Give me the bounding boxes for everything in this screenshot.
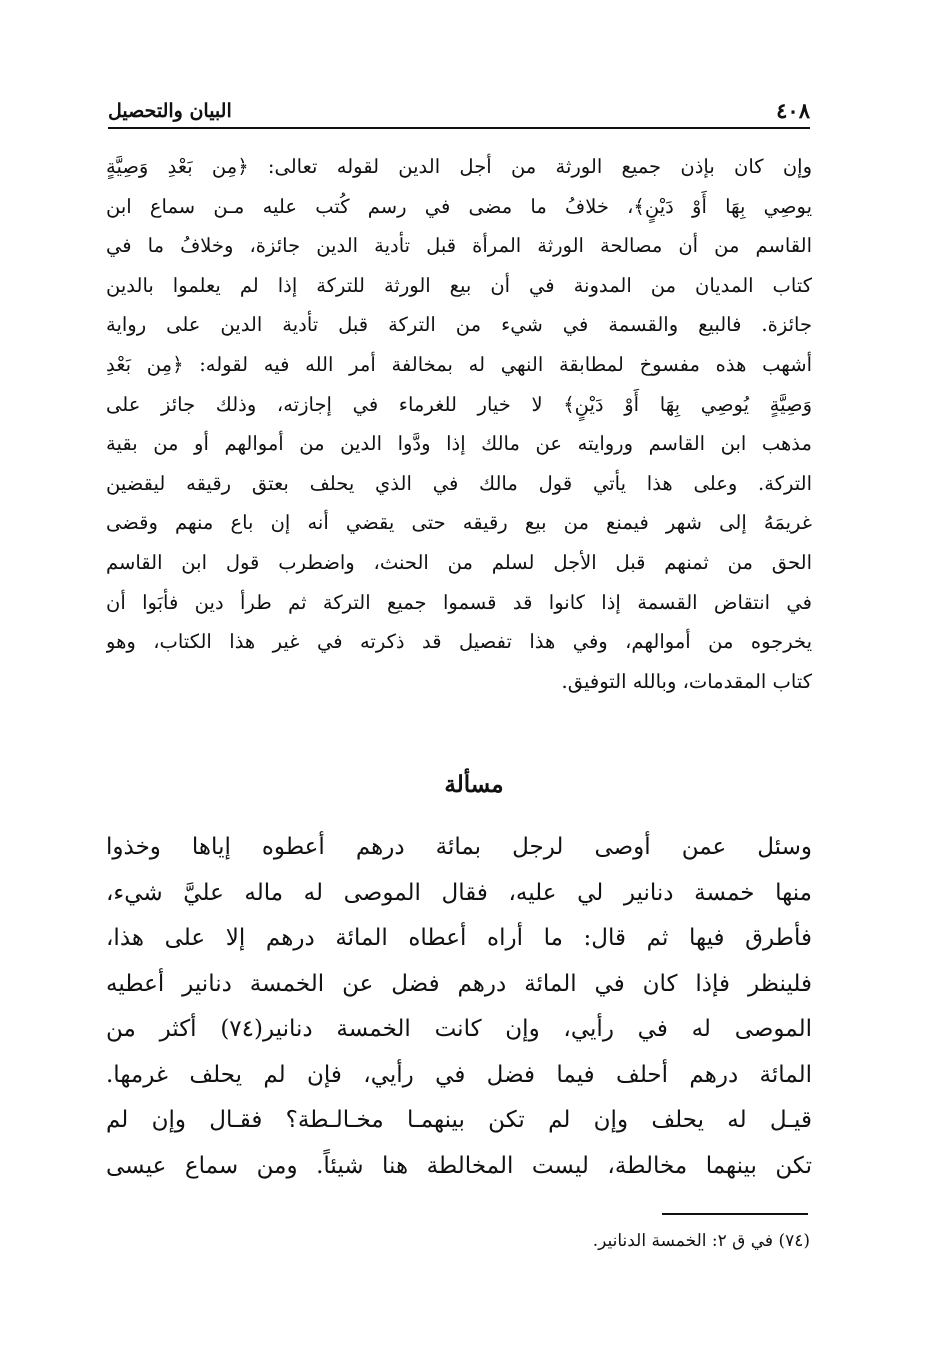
text-line: جائزة. فالبيع والقسمة في شيء من التركة قبل تأدية الدين على رواية: [106, 313, 812, 337]
text-line: التركة. وعلى هذا يأتي قول مالك في الذي يحلف بعتق رقيقه ليقضين: [106, 471, 812, 495]
text-line: أشهب هذه مفسوخ لمطابقة النهي له بمخالفة أمر الله فيه لقوله: ﴿مِن بَعْدِ: [106, 352, 812, 376]
text-line: وَصِيَّةٍ يُوصِي بِهَا أَوْ دَيْنٍ﴾ لا خيار للغرماء في إجازته، وذلك جائز على: [106, 392, 812, 416]
text-line: فلينظر فإذا كان في المائة درهم فضل عن الخمسة دنانير أعطيه: [106, 970, 812, 997]
text-line: غريمَهُ إلى شهر فيمنع من بيع رقيقه حتى يقضي أنه إن باع منهم وقضى: [106, 511, 812, 535]
header-divider: [108, 127, 810, 129]
text-line: مذهب ابن القاسم وروايته عن مالك إذا ودَّوا الدين من أموالهم أو من بقية: [106, 432, 812, 456]
text-line: الموصى له في رأيي، وإن كانت الخمسة دنانير(٧٤) أكثر من: [106, 1016, 812, 1042]
commentary-paragraph: [106, 147, 812, 701]
text-line: يخرجوه من أموالهم، وفي هذا تفصيل قد ذكرته في غير هذا الكتاب، وهو: [106, 630, 812, 654]
text-line: فأطرق فيها ثم قال: ما أراه أعطاه المائة درهم إلا على هذا،: [106, 925, 812, 951]
text-line: الحق من ثمنهم قبل الأجل لسلم من الحنث، واضطرب قول ابن القاسم: [106, 550, 812, 574]
section-heading: مسألة: [444, 771, 504, 798]
text-line: قيـل له يحلف وإن لم تكن بينهمـا مخـالـطة؟ فقـال وإن لم: [106, 1107, 812, 1133]
text-line: المائة درهم أحلف فيما فضل في رأيي، فإن لم يحلف غرمها.: [106, 1061, 812, 1088]
text-line: وإن كان بإذن جميع الورثة من أجل الدين لقوله تعالى: ﴿مِن بَعْدِ وَصِيَّةٍ: [106, 155, 812, 178]
question-paragraph: [106, 825, 812, 1189]
running-title: البيان والتحصيل: [108, 100, 232, 122]
text-line: القاسم من أن مصالحة الورثة المرأة قبل تأدية الدين جائزة، وخلافُ ما في: [106, 234, 812, 258]
footnote-divider: [662, 1213, 808, 1215]
footnote: (٧٤) في ق ٢: الخمسة الدنانير.: [592, 1231, 810, 1251]
text-line: يوصِي بِهَا أَوْ دَيْنٍ﴾، خلافُ ما مضى في رسم كُتب عليه مـن سماع ابن: [106, 194, 812, 218]
text-line: منها خمسة دنانير لي عليه، فقال الموصى له ماله عليَّ شيء،: [106, 879, 812, 906]
page-header: [108, 94, 810, 124]
text-line: كتاب المقدمات، وبالله التوفيق.: [561, 669, 812, 693]
text-line: في انتقاض القسمة إذا كانوا قد قسموا جميع التركة ثم طرأ دين فأبَوا أن: [106, 590, 812, 614]
text-line: تكن بينهما مخالطة، ليست المخالطة هنا شيئاً. ومن سماع عيسى: [106, 1152, 812, 1179]
page-number: ٤٠٨: [776, 98, 810, 123]
text-line: وسئل عمن أوصى لرجل بمائة درهم أعطوه إياها وخذوا: [106, 834, 812, 860]
text-line: كتاب المديان من المدونة في أن بيع الورثة للتركة إذا لم يعلموا بالدين: [106, 273, 812, 297]
